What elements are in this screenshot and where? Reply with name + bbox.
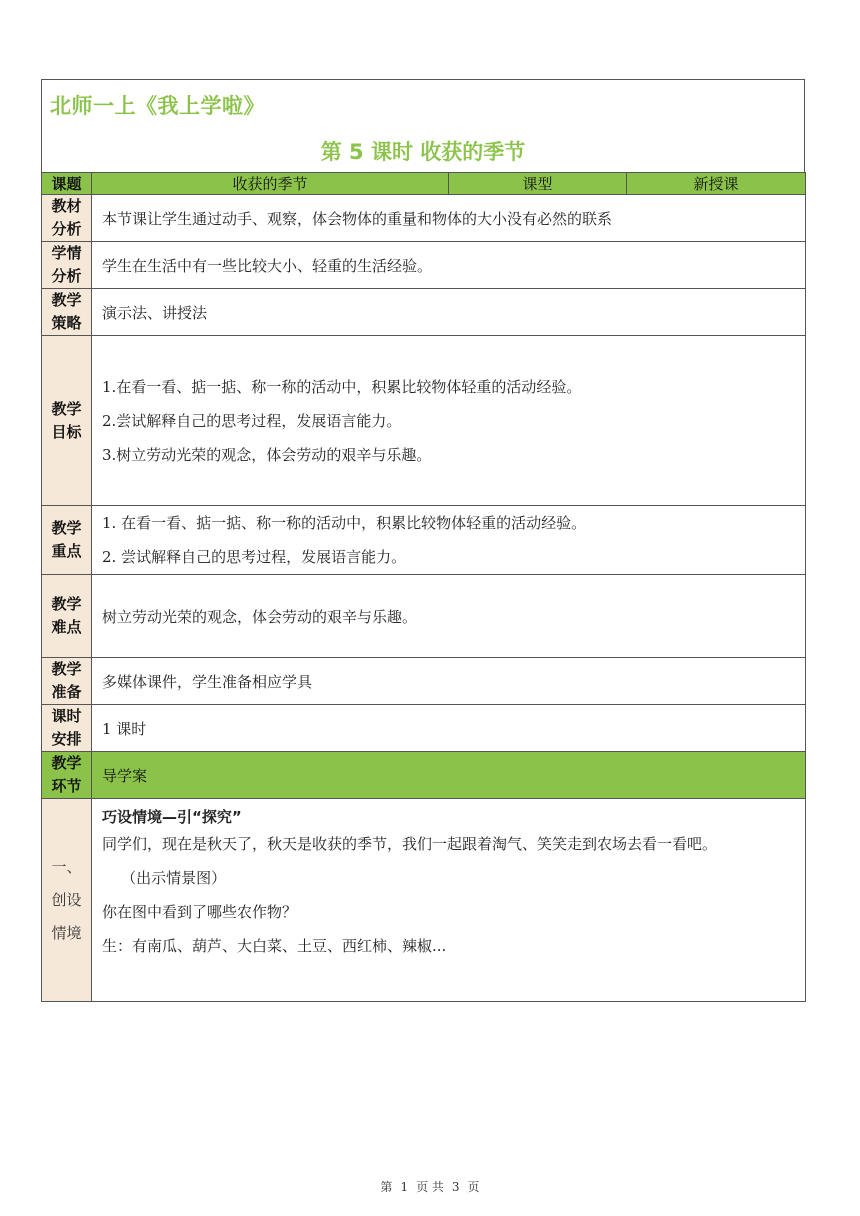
total-pages: 3: [451, 1180, 460, 1194]
section-line: 你在图中看到了哪些农作物？: [102, 903, 298, 921]
row-content: [92, 336, 806, 506]
topic-row: [42, 173, 806, 195]
key-point-line: 2. 尝试解释自己的思考过程，发展语言能力。: [102, 548, 407, 566]
lesson-title: 第 5 课时 收获的季节: [320, 140, 526, 164]
topic-label: 课题: [42, 173, 92, 195]
objective-line: 2.尝试解释自己的思考过程，发展语言能力。: [102, 411, 402, 430]
table-row: [42, 289, 806, 336]
key-point-line: 1. 在看一看、掂一掂、称一称的活动中，积累比较物体轻重的活动经验。: [102, 514, 587, 532]
table-row: [42, 195, 806, 242]
row-label: 教学 准备: [42, 658, 92, 705]
row-content: 多媒体课件，学生准备相应学具: [92, 658, 806, 705]
lesson-plan-table: [41, 172, 806, 1002]
row-content: 本节课让学生通过动手、观察，体会物体的重量和物体的大小没有必然的联系: [92, 195, 806, 242]
stage-content: 导学案: [92, 752, 806, 799]
page-number: 1: [400, 1180, 409, 1194]
footer-prefix: 第: [380, 1180, 393, 1194]
section-line: （出示情景图）: [102, 869, 227, 887]
footer-suffix: 页: [467, 1180, 480, 1194]
row-label: 课时 安排: [42, 705, 92, 752]
objective-line: 1.在看一看、掂一掂、称一称的活动中，积累比较物体轻重的活动经验。: [102, 377, 582, 396]
row-label: 教学 重点: [42, 506, 92, 575]
footer-mid: 页 共: [416, 1180, 444, 1194]
row-label: 教材 分析: [42, 195, 92, 242]
row-content: 1 课时: [92, 705, 806, 752]
section-line: 同学们，现在是秋天了，秋天是收获的季节，我们一起跟着淘气、笑笑走到农场去看一看吧。: [102, 835, 718, 853]
section-heading: 巧设情境—引“探究”: [102, 808, 242, 826]
row-label: 教学 目标: [42, 336, 92, 506]
table-row: [42, 242, 806, 289]
table-row: [42, 506, 806, 575]
row-content: 树立劳动光荣的观念，体会劳动的艰辛与乐趣。: [92, 575, 806, 658]
lesson-plan-sheet: [41, 79, 805, 993]
row-content: 学生在生活中有一些比较大小、轻重的生活经验。: [92, 242, 806, 289]
row-content: 演示法、讲授法: [92, 289, 806, 336]
type-label: 课型: [449, 173, 627, 195]
page-footer: [0, 1178, 860, 1195]
row-label: 教学 难点: [42, 575, 92, 658]
section-label: 一、 创设 情境: [42, 799, 92, 1002]
topic-value: 收获的季节: [92, 173, 449, 195]
table-row: [42, 658, 806, 705]
table-row: [42, 336, 806, 506]
row-label: 学情 分析: [42, 242, 92, 289]
stage-row: [42, 752, 806, 799]
section-content: [92, 799, 806, 1002]
series-title: 北师一上《我上学啦》: [50, 94, 265, 118]
section-row: [42, 799, 806, 1002]
type-value: 新授课: [627, 173, 806, 195]
objective-line: 3.树立劳动光荣的观念，体会劳动的艰辛与乐趣。: [102, 445, 432, 464]
table-row: [42, 575, 806, 658]
section-line: 生：有南瓜、葫芦、大白菜、土豆、西红柿、辣椒...: [102, 937, 447, 955]
row-content: [92, 506, 806, 575]
table-row: [42, 705, 806, 752]
row-label: 教学 策略: [42, 289, 92, 336]
stage-label: 教学 环节: [42, 752, 92, 799]
